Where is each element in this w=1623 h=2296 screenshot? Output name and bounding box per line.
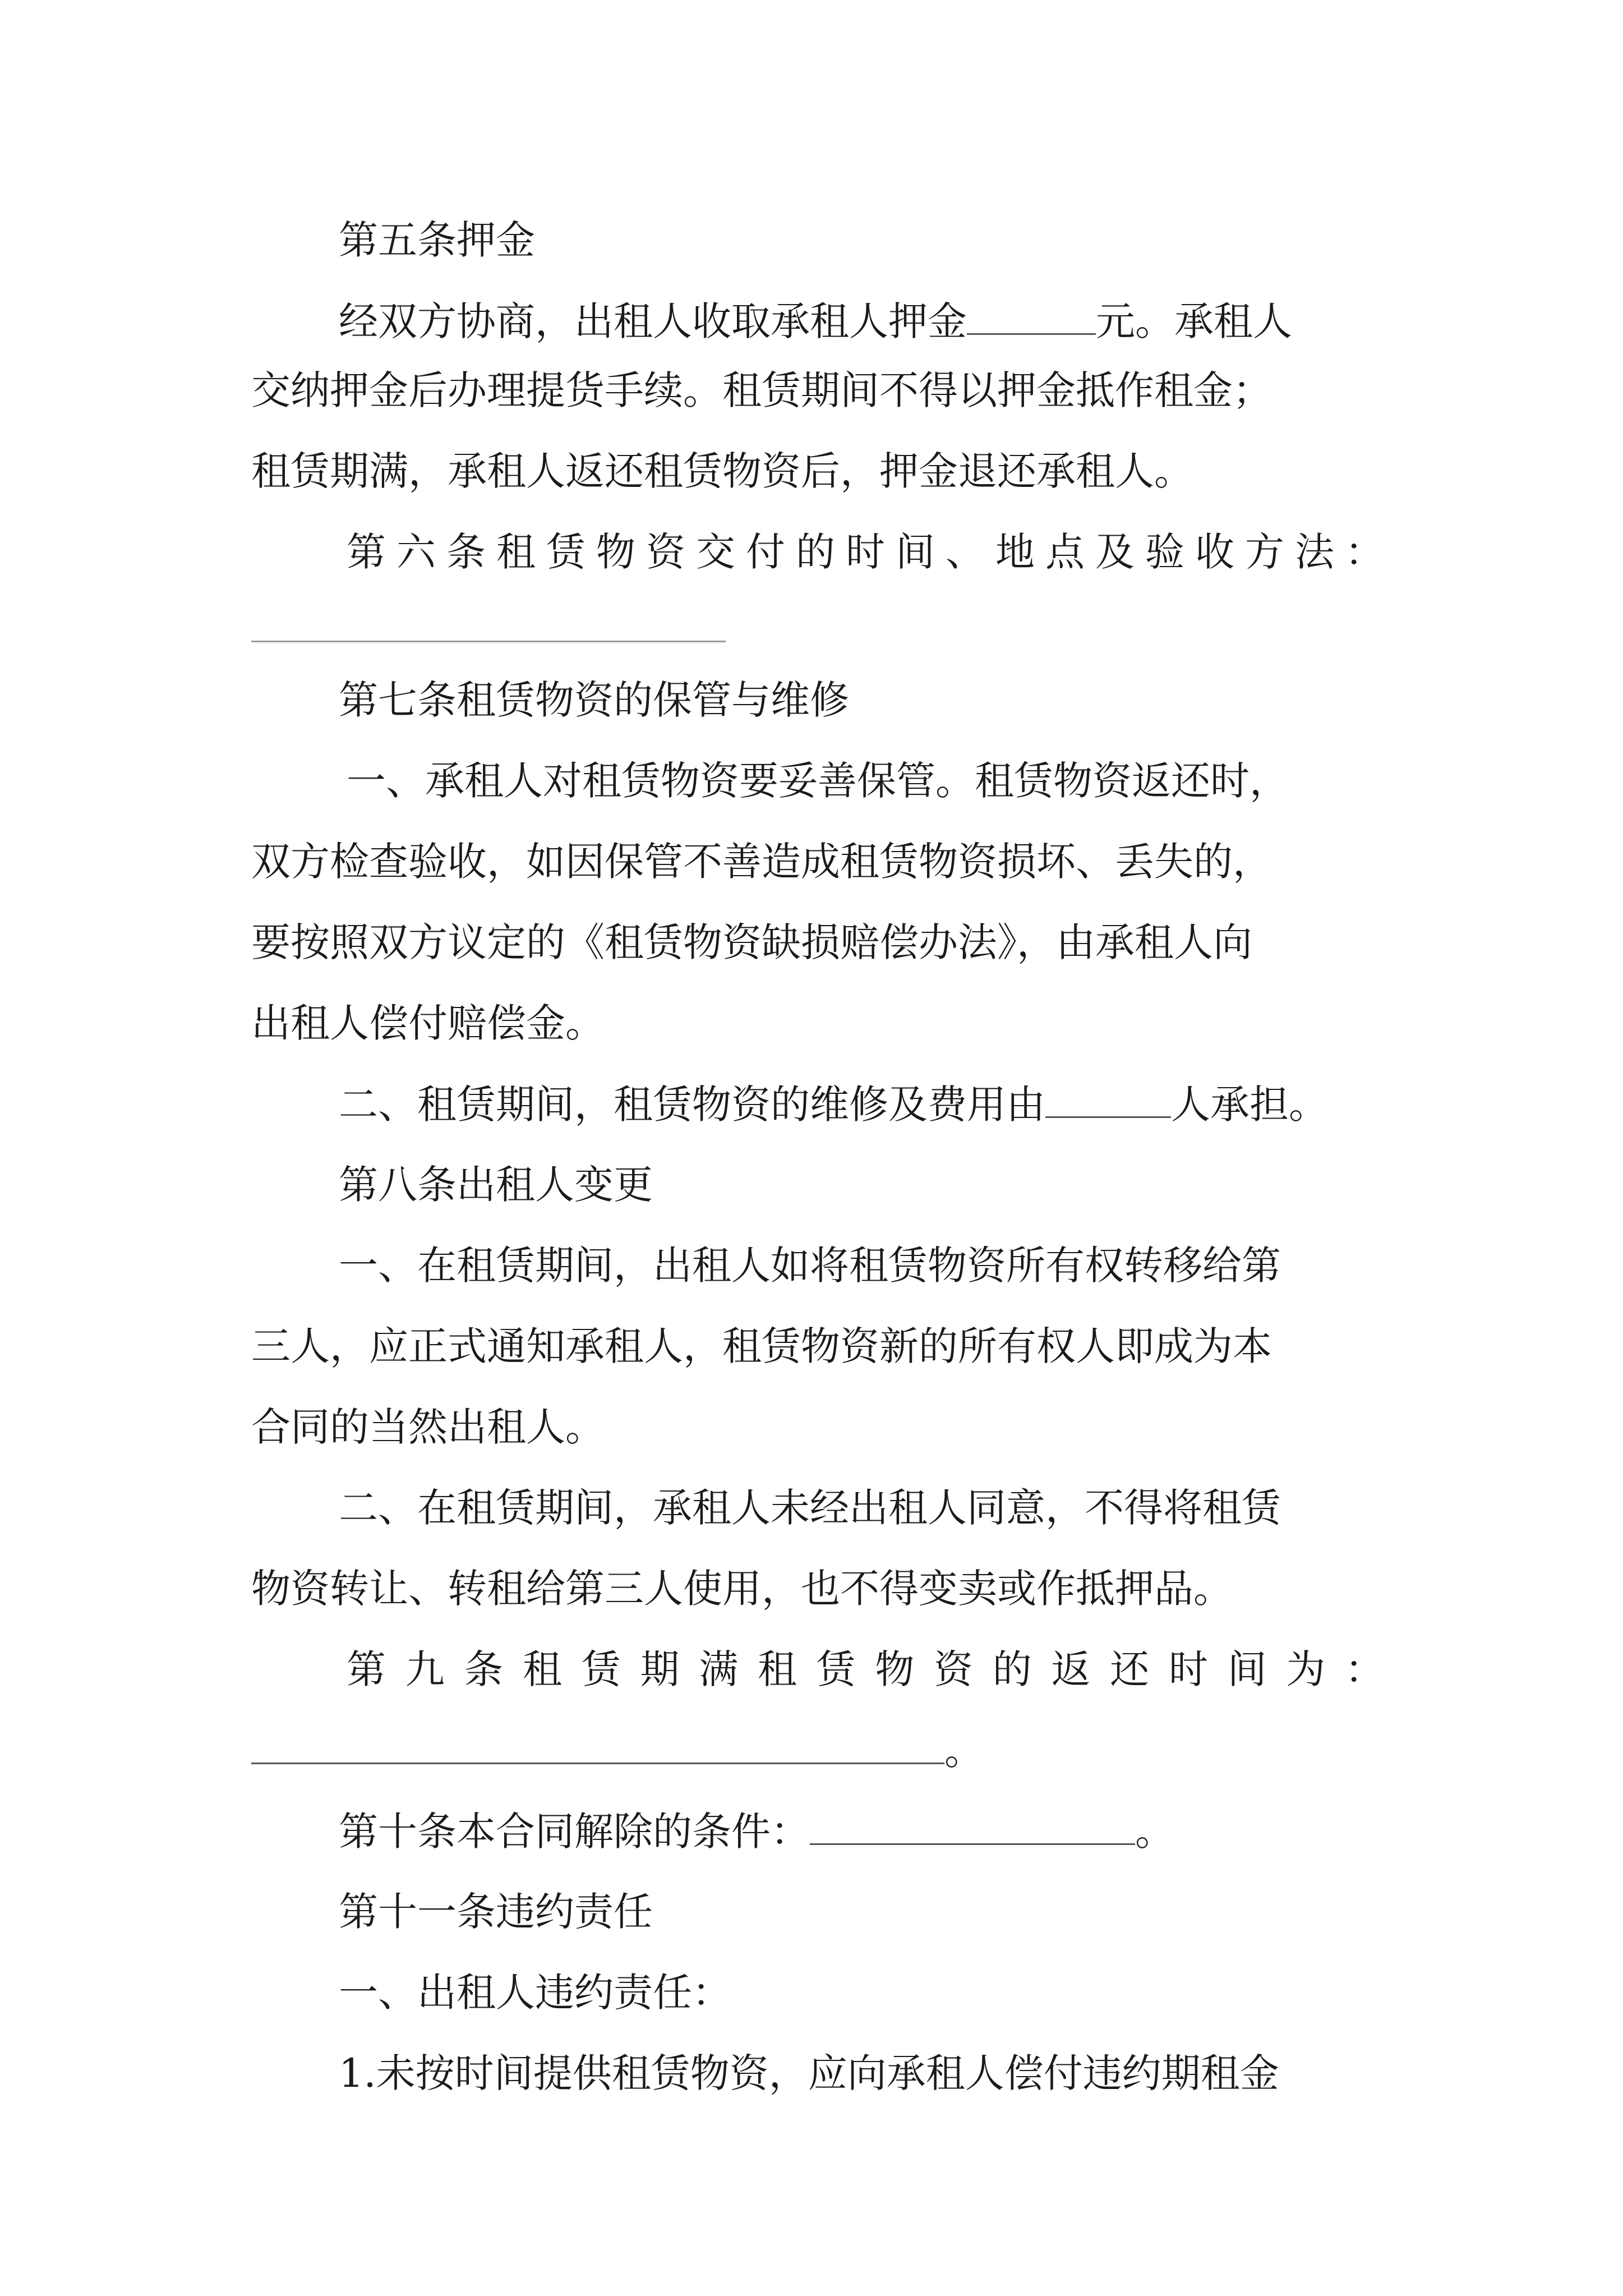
article-8-clause-1-line-1: 一、在租赁期间，出租人如将租赁物资所有权转移给第 (339, 1243, 1281, 1289)
article-6-heading: 第六条租赁物资交付的时间、地点及验收方法： (347, 529, 1384, 575)
article-7-clause-1-line-1: 一、承租人对租赁物资要妥善保管。租赁物资返还时， (347, 758, 1289, 804)
article-5-heading: 第五条押金 (339, 217, 535, 263)
termination-conditions-blank (810, 1804, 1135, 1845)
article-8-clause-2-line-2: 物资转让、转租给第三人使用，也不得变卖或作抵押品。 (251, 1566, 1233, 1612)
article-8-clause-1-line-2: 三人，应正式通知承租人，租赁物资新的所有权人即成为本 (251, 1323, 1272, 1369)
return-time-blank (251, 1723, 944, 1764)
repair-responsibility-blank (1045, 1077, 1171, 1118)
article-5-paragraph-line-3: 租赁期满，承租人返还租赁物资后，押金退还承租人。 (251, 448, 1193, 494)
article-11-clause-1-item-1: 1.未按时间提供租赁物资，应向承租人偿付违约期租金 (339, 2050, 1279, 2096)
article-9-blank-line: 。 (251, 1723, 1384, 1777)
article-5-paragraph-line-1: 经双方协商，出租人收取承租人押金 元。承租人 (339, 294, 1384, 348)
article-8-clause-1-line-3: 合同的当然出租人。 (251, 1404, 605, 1450)
article-8-clause-2-line-1: 二、在租赁期间，承租人未经出租人同意，不得将租赁 (339, 1485, 1281, 1531)
article-8-heading: 第八条出租人变更 (339, 1162, 653, 1208)
article-7-clause-1-line-3: 要按照双方议定的《租赁物资缺损赔偿办法》，由承租人向 (251, 919, 1252, 965)
article-10: 第十条本合同解除的条件： 。 (339, 1804, 1384, 1858)
deposit-amount-blank (967, 294, 1096, 335)
article-7-clause-1-line-2: 双方检查验收，如因保管不善造成租赁物资损坏、丢失的， (251, 839, 1272, 885)
article-6-blank-line (251, 641, 726, 642)
article-7-clause-1-line-4: 出租人偿付赔偿金。 (251, 1000, 605, 1046)
article-7-clause-2: 二、租赁期间，租赁物资的维修及费用由 人承担。 (339, 1077, 1384, 1131)
article-11-heading: 第十一条违约责任 (339, 1889, 653, 1935)
article-7-heading: 第七条租赁物资的保管与维修 (339, 677, 849, 723)
article-11-clause-1-heading: 一、出租人违约责任： (339, 1970, 731, 2016)
article-5-paragraph-line-2: 交纳押金后办理提货手续。租赁期间不得以押金抵作租金； (251, 367, 1272, 413)
article-9-heading: 第九条租赁期满租赁物资的返还时间为： (347, 1646, 1384, 1692)
